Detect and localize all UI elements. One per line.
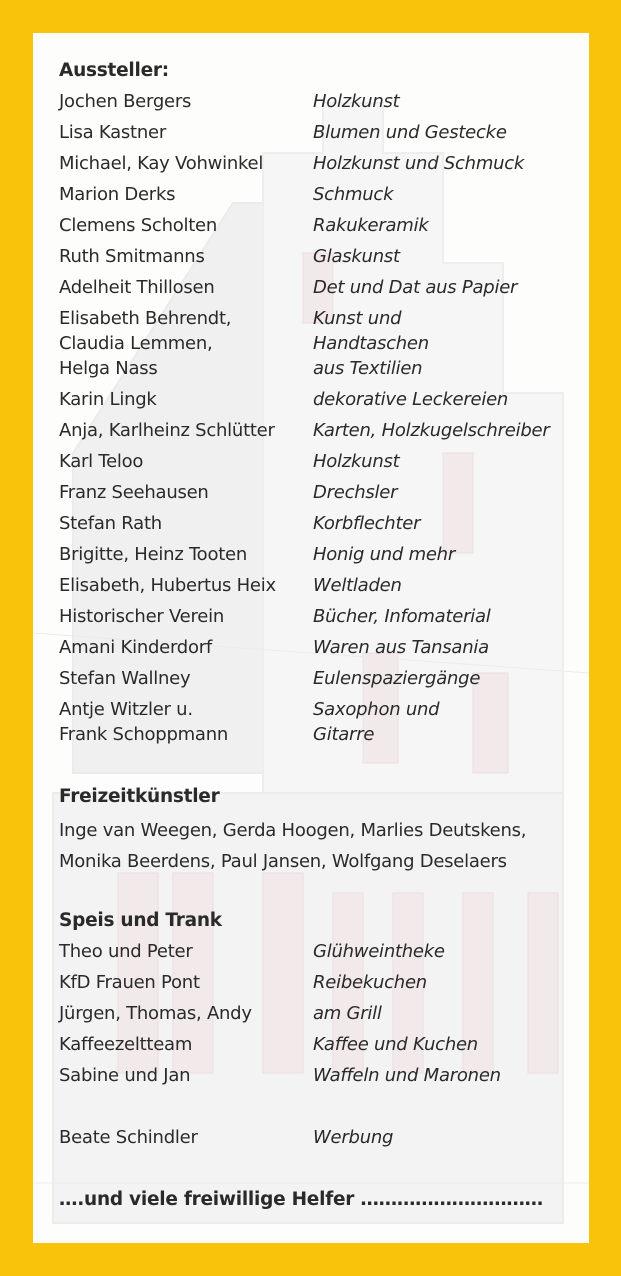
aussteller-name: Clemens Scholten [59, 215, 218, 236]
speis-name: Sabine und Jan [59, 1065, 191, 1086]
speis-list [59, 939, 584, 1094]
speis-heading: Speis und Trank [59, 910, 222, 931]
speis-row [59, 1001, 584, 1032]
speis-name: Kaffeezeltteam [59, 1034, 193, 1055]
aussteller-heading: Aussteller: [59, 60, 169, 81]
aussteller-name: Jochen Bergers [59, 91, 192, 112]
aussteller-row [59, 120, 584, 151]
aussteller-name: Karin Lingk [59, 389, 157, 410]
aussteller-item: Bücher, Infomaterial [313, 606, 491, 627]
werbung-name: Beate Schindler [59, 1127, 198, 1148]
aussteller-name: Michael, Kay Vohwinkel [59, 153, 264, 174]
aussteller-row [59, 182, 584, 213]
aussteller-item: Holzkunst und Schmuck [313, 153, 525, 174]
aussteller-row [59, 89, 584, 120]
speis-item: Waffeln und Maronen [313, 1065, 501, 1086]
aussteller-row [59, 635, 584, 666]
aussteller-row [59, 697, 584, 753]
speis-row [59, 939, 584, 970]
aussteller-name: Stefan Rath [59, 513, 162, 534]
aussteller-row [59, 387, 584, 418]
aussteller-name: Historischer Verein [59, 606, 224, 627]
speis-item: Glühweintheke [313, 941, 445, 962]
speis-row [59, 1032, 584, 1063]
aussteller-name: Karl Teloo [59, 451, 144, 472]
aussteller-name: Brigitte, Heinz Tooten [59, 544, 247, 565]
aussteller-name: Anja, Karlheinz Schlütter [59, 420, 275, 441]
aussteller-item: Det und Dat aus Papier [313, 277, 518, 298]
freizeit-heading: Freizeitkünstler [59, 786, 220, 807]
aussteller-item: Glaskunst [313, 246, 400, 267]
aussteller-item: Waren aus Tansania [313, 637, 489, 658]
flyer-card [33, 33, 589, 1243]
speis-name: Jürgen, Thomas, Andy [59, 1003, 252, 1024]
aussteller-item: Saxophon und Gitarre [313, 699, 440, 745]
aussteller-name: Amani Kinderdorf [59, 637, 212, 658]
aussteller-item: Holzkunst [313, 91, 400, 112]
aussteller-row [59, 542, 584, 573]
flyer-content [59, 58, 584, 1213]
aussteller-row [59, 480, 584, 511]
aussteller-item: Kunst und Handtaschen aus Textilien [313, 308, 429, 379]
aussteller-item: Honig und mehr [313, 544, 455, 565]
aussteller-row [59, 151, 584, 182]
aussteller-row [59, 449, 584, 480]
aussteller-item: Drechsler [313, 482, 398, 503]
aussteller-name: Antje Witzler u. Frank Schoppmann [59, 699, 229, 745]
aussteller-name: Ruth Smitmanns [59, 246, 205, 267]
aussteller-row [59, 244, 584, 275]
aussteller-row [59, 604, 584, 635]
aussteller-row [59, 275, 584, 306]
aussteller-name: Adelheit Thillosen [59, 277, 215, 298]
aussteller-name: Marion Derks [59, 184, 176, 205]
aussteller-row [59, 666, 584, 697]
aussteller-name: Franz Seehausen [59, 482, 209, 503]
aussteller-item: Karten, Holzkugelschreiber [313, 420, 550, 441]
speis-item: Kaffee und Kuchen [313, 1034, 478, 1055]
speis-item: am Grill [313, 1003, 382, 1024]
speis-name: Theo und Peter [59, 941, 193, 962]
helpers-footer: ….und viele freiwillige Helfer ………………………… [59, 1189, 543, 1210]
aussteller-list [59, 89, 584, 753]
aussteller-item: Blumen und Gestecke [313, 122, 507, 143]
speis-row [59, 970, 584, 1001]
aussteller-row [59, 418, 584, 449]
aussteller-name: Elisabeth, Hubertus Heix [59, 575, 276, 596]
werbung-row [59, 1125, 584, 1156]
aussteller-item: Eulenspaziergänge [313, 668, 481, 689]
aussteller-name: Stefan Wallney [59, 668, 191, 689]
aussteller-item: Schmuck [313, 184, 394, 205]
aussteller-item: dekorative Leckereien [313, 389, 509, 410]
aussteller-row [59, 306, 584, 387]
aussteller-item: Rakukeramik [313, 215, 429, 236]
speis-item: Reibekuchen [313, 972, 427, 993]
aussteller-name: Lisa Kastner [59, 122, 166, 143]
speis-name: KfD Frauen Pont [59, 972, 200, 993]
aussteller-item: Holzkunst [313, 451, 400, 472]
freizeit-line: Inge van Weegen, Gerda Hoogen, Marlies Deutskens, [59, 820, 527, 841]
speis-row [59, 1063, 584, 1094]
aussteller-row [59, 511, 584, 542]
aussteller-item: Korbflechter [313, 513, 421, 534]
aussteller-row [59, 213, 584, 244]
aussteller-item: Weltladen [313, 575, 402, 596]
aussteller-row [59, 573, 584, 604]
freizeit-line: Monika Beerdens, Paul Jansen, Wolfgang Deselaers [59, 851, 507, 872]
aussteller-name: Elisabeth Behrendt, Claudia Lemmen, Helga Nass [59, 308, 232, 379]
werbung-item: Werbung [313, 1127, 394, 1148]
